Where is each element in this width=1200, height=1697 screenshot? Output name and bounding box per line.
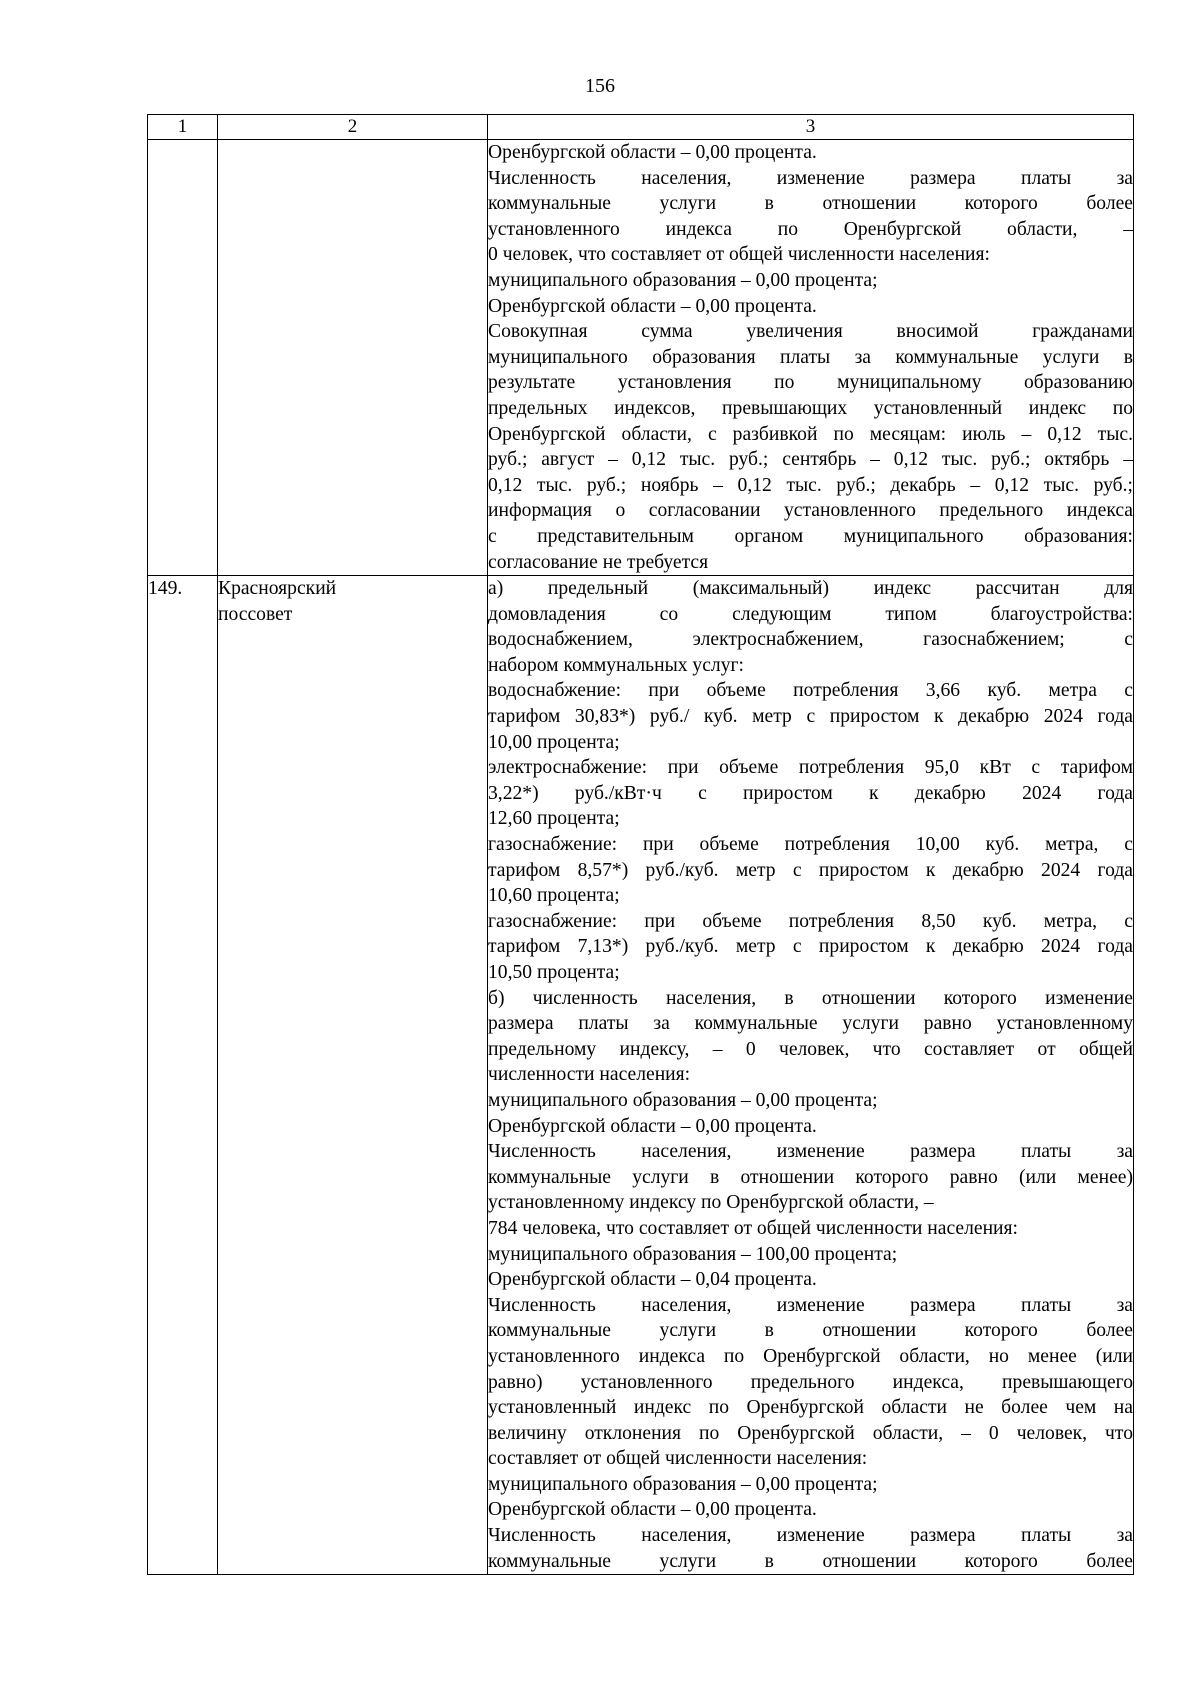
description-line: муниципального образования – 0,00 процента; [488, 1473, 878, 1495]
description-line: муниципального образования – 100,00 процента; [488, 1243, 898, 1265]
municipality-name-cell [218, 140, 488, 576]
description-line: Оренбургской области – 0,04 процента. [488, 1269, 817, 1291]
description-cell [488, 576, 1134, 1575]
description-line: установленный индекс по Оренбургской области не более чем на [488, 1397, 1133, 1419]
municipality-name-line: Красноярский [218, 578, 337, 600]
municipality-name-line: поссовет [218, 603, 293, 625]
description-line: коммунальные услуги в отношении которого более [488, 193, 1133, 215]
document-table [147, 114, 1134, 1575]
description-line: численности населения: [488, 1064, 691, 1086]
description-line: предельных индексов, превышающих установленный индекс по [488, 397, 1133, 419]
description-line: коммунальные услуги в отношении которого более [488, 1320, 1133, 1342]
description-line: Численность населения, изменение размера платы за [488, 1294, 1133, 1316]
description-line: Оренбургской области – 0,00 процента. [488, 295, 817, 317]
description-line: б) численность населения, в отношении которого изменение [488, 987, 1133, 1009]
page-number: 156 [585, 75, 615, 97]
description-line: коммунальные услуги в отношении которого более [488, 1550, 1133, 1572]
description-line: муниципального образования – 0,00 процента; [488, 1089, 878, 1111]
description-line: Оренбургской области – 0,00 процента. [488, 1115, 817, 1137]
description-line: величину отклонения по Оренбургской области, – 0 человек, что [488, 1422, 1133, 1444]
description-line: электроснабжение: при объеме потребления 95,0 кВт с тарифом [488, 757, 1133, 779]
description-line: тарифом 8,57*) руб./куб. метр с приростом к декабрю 2024 года [488, 859, 1133, 881]
description-line: газоснабжение: при объеме потребления 8,50 куб. метра, с [488, 910, 1133, 932]
description-line: 0 человек, что составляет от общей численности населения: [488, 244, 991, 266]
description-line: муниципального образования – 0,00 процента; [488, 269, 878, 291]
description-line: предельному индексу, – 0 человек, что составляет от общей [488, 1038, 1133, 1060]
description-line: информация о согласовании установленного предельного индекса [488, 500, 1133, 522]
description-line: установленного индекса по Оренбургской области, – [488, 218, 1133, 240]
description-line: тарифом 30,83*) руб./ куб. метр с приростом к декабрю 2024 года [488, 706, 1133, 728]
description-line: Оренбургской области – 0,00 процента. [488, 142, 817, 163]
description-line: газоснабжение: при объеме потребления 10,00 куб. метра, с [488, 834, 1133, 856]
row-number: 149. [148, 578, 183, 600]
description-line: 10,60 процента; [488, 885, 620, 907]
description-line: Численность населения, изменение размера платы за [488, 167, 1133, 189]
municipality-name-cell [218, 576, 488, 1575]
description-line: установленному индексу по Оренбургской области, – [488, 1192, 934, 1214]
description-line: коммунальные услуги в отношении которого равно (или менее) [488, 1166, 1133, 1188]
table-row [148, 576, 1134, 1575]
description-line: 10,50 процента; [488, 962, 620, 983]
description-cell [488, 140, 1134, 576]
table-row [148, 140, 1134, 576]
description-line: установленного индекса по Оренбургской области, но менее (или [488, 1345, 1133, 1367]
description-line: 784 человека, что составляет от общей численности населения: [488, 1217, 1018, 1239]
description-line: муниципального образования платы за коммунальные услуги в [488, 346, 1133, 368]
description-line: тарифом 7,13*) руб./куб. метр с приростом к декабрю 2024 года [488, 936, 1133, 958]
row-number-cell [148, 140, 218, 576]
description-line: равно) установленного предельного индекса, превышающего [488, 1371, 1133, 1393]
description-line: Оренбургской области – 0,00 процента. [488, 1499, 817, 1521]
description-line: водоснабжение: при объеме потребления 3,66 куб. метра с [488, 680, 1133, 702]
description-line: набором коммунальных услуг: [488, 654, 744, 676]
description-line: составляет от общей численности населения: [488, 1448, 868, 1470]
description-line: а) предельный (максимальный) индекс рассчитан для [488, 578, 1133, 600]
description-line: водоснабжением, электроснабжением, газоснабжением; с [488, 629, 1133, 651]
column-header-2: 2 [218, 115, 488, 140]
table-body [148, 140, 1134, 1575]
description-line: Совокупная сумма увеличения вносимой гражданами [488, 321, 1133, 343]
description-line: 0,12 тыс. руб.; ноябрь – 0,12 тыс. руб.; декабрь – 0,12 тыс. руб.; [488, 474, 1133, 496]
description-line: Численность населения, изменение размера платы за [488, 1141, 1133, 1163]
description-line: с представительным органом муниципального образования: [488, 525, 1133, 547]
description-line: руб.; август – 0,12 тыс. руб.; сентябрь – 0,12 тыс. руб.; октябрь – [488, 449, 1133, 471]
description-line: согласование не требуется [488, 551, 709, 573]
description-line: 12,60 процента; [488, 808, 620, 830]
description-line: Оренбургской области, с разбивкой по месяцам: июль – 0,12 тыс. [488, 423, 1133, 445]
description-line: 10,00 процента; [488, 731, 620, 753]
column-header-1: 1 [148, 115, 218, 140]
description-line: 3,22*) руб./кВт·ч с приростом к декабрю 2024 года [488, 782, 1133, 804]
description-line: результате установления по муниципальному образованию [488, 372, 1133, 394]
description-line: размера платы за коммунальные услуги равно установленному [488, 1013, 1133, 1035]
table-header-row [148, 115, 1134, 140]
description-line: домовладения со следующим типом благоустройства: [488, 603, 1133, 625]
column-header-3: 3 [488, 115, 1134, 140]
row-number-cell [148, 576, 218, 1575]
description-line: Численность населения, изменение размера платы за [488, 1525, 1133, 1547]
